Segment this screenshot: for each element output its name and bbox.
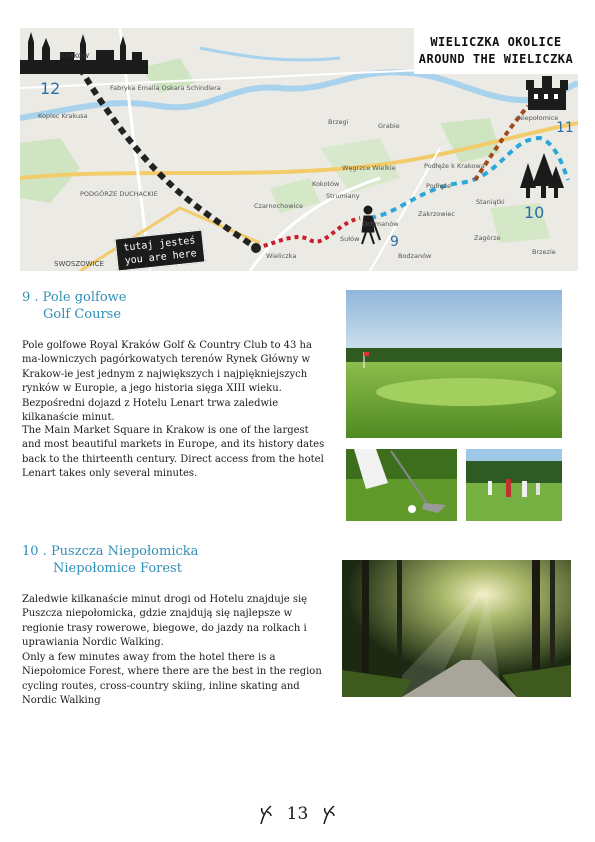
place-label: Kokotów bbox=[312, 180, 340, 188]
golf-course-photo bbox=[346, 290, 562, 438]
place-label: PODGÓRZE DUCHACKIE bbox=[80, 190, 158, 198]
map-title bbox=[414, 28, 578, 74]
section10-title-pl: 10 . Puszcza Niepołomicka bbox=[22, 544, 199, 559]
place-label: Brzegi bbox=[328, 118, 349, 126]
place-label: Kraków bbox=[60, 51, 90, 60]
marker-11: 11 bbox=[556, 120, 574, 136]
place-label: Bodzanów bbox=[398, 252, 432, 260]
place-label: Podłęże bbox=[426, 182, 452, 190]
section10-title-en: Niepołomice Forest bbox=[53, 561, 182, 576]
place-label: SWOSZOWICE bbox=[54, 260, 104, 268]
map-title-line2: AROUND THE WIELICZKA bbox=[418, 52, 574, 66]
castle-icon bbox=[526, 76, 568, 110]
place-label: Zagórze bbox=[474, 234, 501, 242]
here-line1: tutaj jesteś bbox=[122, 235, 196, 254]
area-map bbox=[20, 28, 578, 271]
page-footer bbox=[0, 804, 595, 825]
section10-text-en: Only a few minutes away from the hotel there is a Niepołomice Forest, where there are the best in the region cycling routes, cross-country skiing, inline skating and Nordic Walking bbox=[22, 652, 322, 707]
place-label: Czarnochowice bbox=[254, 202, 303, 210]
golf-swing-image bbox=[346, 449, 457, 521]
section10-title bbox=[22, 543, 198, 577]
golf-swing-photo bbox=[346, 449, 457, 521]
section9-title-en: Golf Course bbox=[43, 307, 122, 322]
forest-image bbox=[342, 560, 571, 697]
you-are-here-dot bbox=[251, 243, 261, 253]
map-title-line1: WIELICZKA OKOLICE bbox=[430, 35, 562, 49]
place-label: Węgrzce Wielkie bbox=[342, 164, 396, 172]
section9-text-pl: Pole golfowe Royal Kraków Golf & Country Club to 43 ha ma-lowniczych pagórkowatych terenów Rynek Główny w Krakow-ie jest jednym z największych i najpiękniejszych rynków w Europie, a jego historia sięga XIII wieku. Bezpośredni dojazd z Hotelu Lenart trwa zaledwie kilkanaście minut. bbox=[22, 340, 312, 424]
here-line2: you are here bbox=[124, 248, 198, 267]
section10-text-pl: Zaledwie kilkanaście minut drogi od Hotelu znajduje się Puszcza niepołomicka, gdzie znajdują się najlepsze w regionie trasy rowerowe, biegowe, do jazdy na rolkach i uprawiania Nordic Walking. bbox=[22, 594, 308, 649]
golf-practice-image bbox=[466, 449, 562, 521]
marker-9: 9 bbox=[390, 234, 399, 250]
leaf-ornament-icon bbox=[259, 805, 273, 825]
marker-10: 10 bbox=[524, 203, 545, 222]
place-label: Wieliczka bbox=[266, 252, 297, 260]
section9-text-en: The Main Market Square in Krakow is one of the largest and most beautiful markets in Europe, and its history dates back to the thirteenth century. Direct access from the hotel Lenart takes only several minutes. bbox=[22, 425, 325, 480]
place-label: Strumiany bbox=[326, 192, 360, 200]
section9-title bbox=[22, 289, 126, 323]
place-label: Zakrzowiec bbox=[418, 210, 455, 218]
forest-photo bbox=[342, 560, 571, 697]
place-label: Fabryka Emalia Oskara Schindlera bbox=[110, 84, 221, 92]
leaf-ornament-icon bbox=[322, 805, 336, 825]
place-label: Grabie bbox=[378, 122, 400, 130]
section9-title-pl: 9 . Pole golfowe bbox=[22, 290, 127, 305]
place-label: Kopiec Krakusa bbox=[38, 112, 88, 120]
golf-practice-photo bbox=[466, 449, 562, 521]
place-label: Sułów bbox=[340, 235, 360, 243]
golf-course-image bbox=[346, 290, 562, 438]
place-label: Brzezie bbox=[532, 248, 556, 256]
place-label: Ochmanów bbox=[362, 220, 399, 228]
place-label: Staniątki bbox=[476, 198, 505, 206]
place-label: Niepołomice bbox=[518, 114, 559, 122]
page-number: 13 bbox=[286, 804, 309, 824]
marker-12: 12 bbox=[40, 79, 61, 98]
place-label: Podłęże k Krakowa bbox=[424, 162, 485, 170]
